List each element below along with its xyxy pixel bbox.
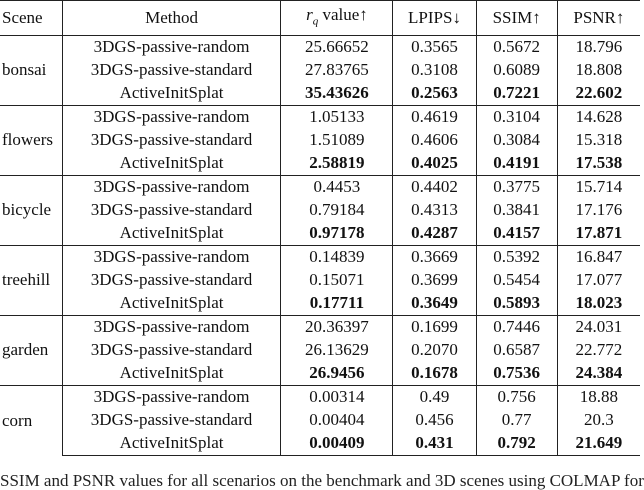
- method-cell: 3DGS-passive-random: [62, 386, 281, 410]
- rq-value-cell: 26.9456: [281, 362, 393, 386]
- lpips-cell: 0.3649: [393, 292, 476, 316]
- psnr-cell: 18.023: [575, 293, 623, 313]
- table-row: [0, 292, 640, 316]
- psnr-cell: 17.871: [575, 223, 623, 243]
- header-lpips: LPIPS↓: [393, 1, 476, 36]
- method-cell: 3DGS-passive-random: [62, 106, 281, 130]
- method-cell: 3DGS-passive-standard: [62, 199, 281, 222]
- ssim-cell: 0.3084: [476, 129, 557, 152]
- table-row: [0, 269, 640, 292]
- header-scene: Scene: [0, 1, 62, 36]
- lpips-cell: 0.2563: [393, 82, 476, 106]
- rq-value-cell: 2.58819: [281, 152, 393, 176]
- ssim-cell: 0.3775: [476, 176, 557, 200]
- lpips-cell: 0.49: [393, 386, 476, 410]
- rq-value-cell: 0.14839: [281, 246, 393, 270]
- table-row: [0, 152, 640, 176]
- header-rq-suffix: value↑: [318, 4, 368, 24]
- psnr-cell: 20.3: [584, 410, 614, 430]
- psnr-cell: 17.077: [575, 270, 623, 290]
- header-rq-subscript: q: [312, 14, 319, 27]
- lpips-cell: 0.4619: [393, 106, 476, 130]
- table-row: [0, 36, 640, 60]
- lpips-cell: 0.4313: [393, 199, 476, 222]
- lpips-cell: 0.4402: [393, 176, 476, 200]
- rq-value-cell: 0.00409: [281, 432, 393, 456]
- rq-value-cell: 20.36397: [281, 316, 393, 340]
- scene-cell-bicycle: bicycle: [0, 176, 62, 246]
- table-row: [0, 82, 640, 106]
- table-row: [0, 409, 640, 432]
- ssim-cell: 0.792: [476, 432, 557, 456]
- rq-value-cell: 0.00314: [281, 386, 393, 410]
- psnr-cell: 22.772: [575, 340, 623, 360]
- lpips-cell: 0.4606: [393, 129, 476, 152]
- method-cell: 3DGS-passive-random: [62, 176, 281, 200]
- psnr-cell: 15.714: [557, 176, 640, 200]
- table-row: [0, 222, 640, 246]
- table-row: [0, 59, 640, 82]
- table-row: [0, 386, 640, 410]
- lpips-cell: 0.2070: [393, 339, 476, 362]
- rq-value-cell: 0.97178: [281, 222, 393, 246]
- psnr-cell: 17.176: [575, 200, 623, 220]
- psnr-cell: 18.808: [575, 60, 623, 80]
- ssim-cell: 0.5392: [476, 246, 557, 270]
- table-body: [0, 36, 640, 456]
- psnr-cell: 21.649: [557, 432, 640, 456]
- scene-cell-garden: garden: [0, 316, 62, 386]
- psnr-cell: 14.628: [557, 106, 640, 130]
- psnr-cell: 15.318: [575, 130, 623, 150]
- table-row: [0, 106, 640, 130]
- ssim-cell: 0.7536: [476, 362, 557, 386]
- header-method: Method: [62, 1, 281, 36]
- header-rq-value: [281, 1, 393, 36]
- rq-value-cell: 27.83765: [281, 59, 393, 82]
- method-cell: 3DGS-passive-random: [62, 246, 281, 270]
- rq-value-cell: 1.51089: [281, 129, 393, 152]
- table-row: [0, 246, 640, 270]
- ssim-cell: 0.4157: [476, 222, 557, 246]
- ssim-cell: 0.5672: [476, 36, 557, 60]
- lpips-cell: 0.431: [393, 432, 476, 456]
- psnr-cell: 17.538: [575, 153, 623, 173]
- method-cell: ActiveInitSplat: [62, 292, 281, 316]
- rq-value-cell: 1.05133: [281, 106, 393, 130]
- ssim-cell: 0.5454: [476, 269, 557, 292]
- scene-cell-treehill: treehill: [0, 246, 62, 316]
- method-cell: ActiveInitSplat: [62, 82, 281, 106]
- lpips-cell: 0.4287: [393, 222, 476, 246]
- method-cell: ActiveInitSplat: [62, 222, 281, 246]
- lpips-cell: 0.4025: [393, 152, 476, 176]
- method-cell: 3DGS-passive-standard: [62, 409, 281, 432]
- scene-cell-corn: corn: [0, 386, 62, 456]
- psnr-cell: 24.384: [575, 363, 623, 383]
- method-cell: 3DGS-passive-random: [62, 36, 281, 60]
- ssim-cell: 0.77: [476, 409, 557, 432]
- ssim-cell: 0.6587: [476, 339, 557, 362]
- ssim-cell: 0.5893: [476, 292, 557, 316]
- rq-value-cell: 25.66652: [281, 36, 393, 60]
- rq-value-cell: 0.00404: [281, 409, 393, 432]
- header-ssim: SSIM↑: [476, 1, 557, 36]
- lpips-cell: 0.3565: [393, 36, 476, 60]
- lpips-cell: 0.1678: [393, 362, 476, 386]
- method-cell: ActiveInitSplat: [62, 432, 281, 456]
- method-cell: 3DGS-passive-standard: [62, 269, 281, 292]
- header-rq-symbol: r: [306, 4, 313, 24]
- method-cell: ActiveInitSplat: [62, 362, 281, 386]
- psnr-cell: 16.847: [557, 246, 640, 270]
- table-row: [0, 129, 640, 152]
- table-row: [0, 176, 640, 200]
- caption-text: SSIM and PSNR values for all scenarios on the benchmark and 3D scenes using COLMAP for: [0, 471, 644, 490]
- table-row: [0, 432, 640, 456]
- ssim-cell: 0.3841: [476, 199, 557, 222]
- lpips-cell: 0.3108: [393, 59, 476, 82]
- lpips-cell: 0.456: [393, 409, 476, 432]
- ssim-cell: 0.4191: [476, 152, 557, 176]
- psnr-cell: 18.796: [575, 37, 623, 57]
- scene-cell-flowers: flowers: [0, 106, 62, 176]
- psnr-cell: 18.88: [557, 386, 640, 410]
- lpips-cell: 0.1699: [393, 316, 476, 340]
- table-row: [0, 362, 640, 386]
- ssim-cell: 0.6089: [476, 59, 557, 82]
- rq-value-cell: 26.13629: [281, 339, 393, 362]
- lpips-cell: 0.3669: [393, 246, 476, 270]
- ssim-cell: 0.7446: [476, 316, 557, 340]
- psnr-cell: 22.602: [575, 83, 623, 103]
- method-cell: ActiveInitSplat: [62, 152, 281, 176]
- ssim-cell: 0.7221: [476, 82, 557, 106]
- method-cell: 3DGS-passive-standard: [62, 129, 281, 152]
- method-cell: 3DGS-passive-random: [62, 316, 281, 340]
- table-row: [0, 199, 640, 222]
- method-cell: 3DGS-passive-standard: [62, 339, 281, 362]
- rq-value-cell: 0.4453: [281, 176, 393, 200]
- method-cell: 3DGS-passive-standard: [62, 59, 281, 82]
- table-row: [0, 316, 640, 340]
- header-row: [0, 1, 640, 36]
- table-caption: [0, 468, 644, 490]
- header-psnr: PSNR↑: [557, 1, 640, 36]
- ssim-cell: 0.756: [476, 386, 557, 410]
- rq-value-cell: 0.17711: [281, 292, 393, 316]
- rq-value-cell: 0.15071: [281, 269, 393, 292]
- rq-value-cell: 0.79184: [281, 199, 393, 222]
- rq-value-cell: 35.43626: [281, 82, 393, 106]
- ssim-cell: 0.3104: [476, 106, 557, 130]
- lpips-cell: 0.3699: [393, 269, 476, 292]
- scene-cell-bonsai: bonsai: [0, 36, 62, 106]
- psnr-cell: 24.031: [557, 316, 640, 340]
- table-row: [0, 339, 640, 362]
